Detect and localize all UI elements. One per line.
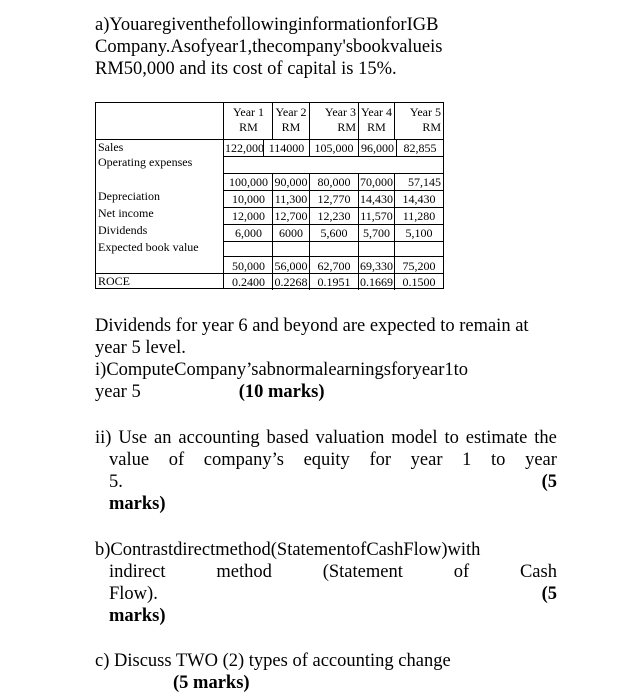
q3-line-1 bbox=[95, 539, 557, 561]
word: year bbox=[206, 37, 239, 57]
q2-word: to bbox=[491, 450, 506, 470]
row-label-sales: Sales bbox=[98, 140, 124, 154]
sales-y2: 114000 bbox=[268, 141, 305, 155]
word: Contrast bbox=[110, 540, 174, 560]
financial-table bbox=[95, 102, 444, 289]
header-unit-5: RM bbox=[422, 120, 441, 134]
dividends-y2: 6000 bbox=[279, 226, 303, 240]
opex-y3: 80,000 bbox=[317, 175, 351, 189]
row-label-dividends: Dividends bbox=[98, 223, 148, 237]
q2-word: year bbox=[525, 450, 557, 470]
q1-line-1 bbox=[95, 359, 557, 381]
book-value-y5: 75,200 bbox=[402, 259, 436, 273]
q2-word: ii) bbox=[95, 428, 112, 448]
q2-marks-close: marks) bbox=[109, 494, 166, 514]
dividends-y5: 5,100 bbox=[405, 226, 433, 240]
sales-y3: 105,000 bbox=[314, 141, 354, 155]
dividends-y3: 5,600 bbox=[320, 226, 348, 240]
word: of bbox=[190, 37, 207, 57]
depreciation-y1: 10,000 bbox=[232, 192, 265, 206]
dividends-y1: 6,000 bbox=[235, 226, 262, 240]
data-divider bbox=[224, 190, 443, 191]
data-divider bbox=[224, 224, 443, 225]
opex-y2: 90,000 bbox=[274, 175, 308, 189]
word: given bbox=[161, 15, 204, 35]
q3-word: of bbox=[453, 562, 470, 582]
q3-word: indirect bbox=[109, 562, 166, 582]
q2-word: value bbox=[109, 450, 150, 470]
word: is bbox=[430, 37, 443, 57]
net-income-y5: 11,280 bbox=[402, 209, 436, 223]
roce-y2: 0.2268 bbox=[274, 275, 308, 289]
word: for bbox=[391, 360, 413, 380]
intro-line-1 bbox=[95, 14, 557, 36]
net-income-y4: 11,570 bbox=[360, 209, 393, 223]
opex-y5: 57,145 bbox=[408, 175, 441, 189]
data-divider bbox=[224, 207, 443, 208]
word: information bbox=[297, 15, 385, 35]
sales-y4: 96,000 bbox=[361, 141, 394, 155]
q3-marks-open: (5 bbox=[541, 584, 557, 604]
depreciation-y3: 12,770 bbox=[317, 192, 351, 206]
dividends-y4: 5,700 bbox=[363, 226, 390, 240]
row-label-net-income: Net income bbox=[98, 206, 154, 220]
depreciation-y2: 11,300 bbox=[274, 192, 308, 206]
q2-word: equity bbox=[303, 450, 350, 470]
question-i bbox=[95, 359, 557, 403]
roce-y1: 0.2400 bbox=[232, 275, 265, 289]
sales-y5: 82,855 bbox=[403, 141, 437, 155]
word: method bbox=[215, 540, 271, 560]
opex-y1: 100,000 bbox=[229, 175, 268, 189]
q2-word: the bbox=[534, 428, 557, 448]
q4-line-2 bbox=[95, 672, 557, 694]
header-year-1: Year 1 bbox=[232, 105, 265, 119]
question-c bbox=[95, 650, 557, 694]
q3-line-3-text: Flow). bbox=[109, 584, 158, 604]
word: (Statement bbox=[270, 540, 351, 560]
header-year-3: Year 3 bbox=[324, 105, 356, 119]
row-label-roce: ROCE bbox=[98, 274, 131, 288]
header-unit-1: RM bbox=[239, 120, 258, 134]
book-value-y1: 50,000 bbox=[232, 259, 265, 273]
row-label-expected-book-value: Expected book value bbox=[98, 240, 199, 254]
q2-word: accounting bbox=[178, 428, 260, 448]
book-value-y4: 69,330 bbox=[360, 259, 393, 273]
word: Company. bbox=[95, 37, 171, 57]
header-unit-4: RM bbox=[367, 120, 386, 134]
roce-y5: 0.1500 bbox=[402, 275, 436, 289]
net-income-y2: 12,700 bbox=[274, 209, 308, 223]
q3-word: method bbox=[216, 562, 272, 582]
q2-word: year bbox=[410, 450, 443, 470]
q2-word: for bbox=[369, 450, 392, 470]
word: of bbox=[350, 540, 367, 560]
q3-line-4 bbox=[95, 605, 557, 627]
data-divider bbox=[224, 273, 443, 274]
word: following bbox=[225, 15, 298, 35]
word: 1, bbox=[238, 37, 253, 57]
word: As bbox=[170, 37, 191, 57]
q2-word: valuation bbox=[315, 428, 385, 448]
q2-word: model bbox=[391, 428, 438, 448]
intro-paragraph bbox=[95, 14, 557, 80]
row-label-depreciation: Depreciation bbox=[98, 189, 160, 203]
note-line-1: Dividends for year 6 and beyond are expected to remain at bbox=[95, 316, 529, 336]
q2-line-3 bbox=[95, 471, 557, 493]
word: for bbox=[385, 15, 407, 35]
q2-line-2 bbox=[95, 449, 557, 471]
word: You bbox=[109, 15, 140, 35]
q3-line-3 bbox=[95, 583, 557, 605]
q2-line-4 bbox=[95, 493, 557, 515]
q2-word: company’s bbox=[203, 450, 284, 470]
word: Cash bbox=[366, 540, 404, 560]
q2-word: to bbox=[444, 428, 459, 448]
depreciation-y5: 14,430 bbox=[402, 192, 436, 206]
q4-line-1: c) Discuss TWO (2) types of accounting change bbox=[95, 651, 451, 671]
word: the bbox=[252, 37, 275, 57]
net-income-y1: 12,000 bbox=[232, 209, 265, 223]
q2-word: estimate bbox=[465, 428, 528, 448]
intro-line-2 bbox=[95, 36, 557, 58]
q2-word: based bbox=[266, 428, 309, 448]
word: a) bbox=[95, 15, 110, 35]
q2-word: 1 bbox=[462, 450, 472, 470]
header-year-4: Year 4 bbox=[360, 105, 393, 119]
question-ii bbox=[95, 427, 557, 515]
question-b bbox=[95, 539, 557, 627]
q1-line-2 bbox=[95, 381, 557, 403]
header-year-5: Year 5 bbox=[409, 105, 441, 119]
word: are bbox=[139, 15, 162, 35]
row-label-operating-expenses: Operating expenses bbox=[98, 155, 193, 169]
data-divider bbox=[224, 156, 443, 157]
q2-word: an bbox=[154, 428, 172, 448]
net-income-y3: 12,230 bbox=[317, 209, 351, 223]
q3-word: Cash bbox=[519, 562, 557, 582]
word: 1 bbox=[444, 360, 454, 380]
roce-y4: 0.1669 bbox=[360, 275, 393, 289]
q2-marks-open: (5 bbox=[541, 472, 557, 492]
data-divider bbox=[224, 173, 443, 174]
q2-line-1 bbox=[95, 427, 557, 449]
word: year bbox=[412, 360, 445, 380]
word: to bbox=[453, 360, 469, 380]
note-line-2: year 5 level. bbox=[95, 338, 186, 358]
word: Compute bbox=[106, 360, 175, 380]
header-unit-3: RM bbox=[337, 120, 356, 134]
word: company's bbox=[274, 37, 354, 57]
book-value-y2: 56,000 bbox=[274, 259, 308, 273]
word: earnings bbox=[328, 360, 391, 380]
data-divider bbox=[224, 256, 443, 257]
q3-marks-close: marks) bbox=[109, 606, 166, 626]
q3-word: (Statement bbox=[322, 562, 403, 582]
depreciation-y4: 14,430 bbox=[360, 192, 393, 206]
row-label-column bbox=[96, 103, 224, 288]
word: with bbox=[447, 540, 481, 560]
word: book bbox=[353, 37, 391, 57]
word: value bbox=[390, 37, 431, 57]
q2-line-3-text: 5. bbox=[109, 472, 123, 492]
word: Flow) bbox=[403, 540, 448, 560]
data-divider bbox=[224, 241, 443, 242]
word: the bbox=[203, 15, 226, 35]
q1-line-2-text: year 5 bbox=[95, 382, 141, 402]
roce-y3: 0.1951 bbox=[317, 275, 351, 289]
word: direct bbox=[173, 540, 216, 560]
word: IGB bbox=[406, 15, 439, 35]
q1-marks: (10 marks) bbox=[238, 382, 325, 402]
dividend-note bbox=[95, 315, 557, 359]
sales-y1: 122,000 bbox=[225, 141, 264, 155]
data-divider bbox=[224, 139, 443, 140]
header-year-2: Year 2 bbox=[275, 105, 307, 119]
word: i) bbox=[95, 360, 107, 380]
word: Company’s bbox=[174, 360, 259, 380]
q3-line-2 bbox=[95, 561, 557, 583]
header-unit-2: RM bbox=[281, 120, 301, 134]
word: b) bbox=[95, 540, 111, 560]
book-value-y3: 62,700 bbox=[317, 259, 351, 273]
opex-y4: 70,000 bbox=[360, 175, 393, 189]
q2-word: Use bbox=[118, 428, 148, 448]
q2-word: of bbox=[168, 450, 185, 470]
q4-marks: (5 marks) bbox=[173, 673, 250, 693]
intro-line-3: RM50,000 and its cost of capital is 15%. bbox=[95, 59, 397, 79]
word: abnormal bbox=[258, 360, 329, 380]
